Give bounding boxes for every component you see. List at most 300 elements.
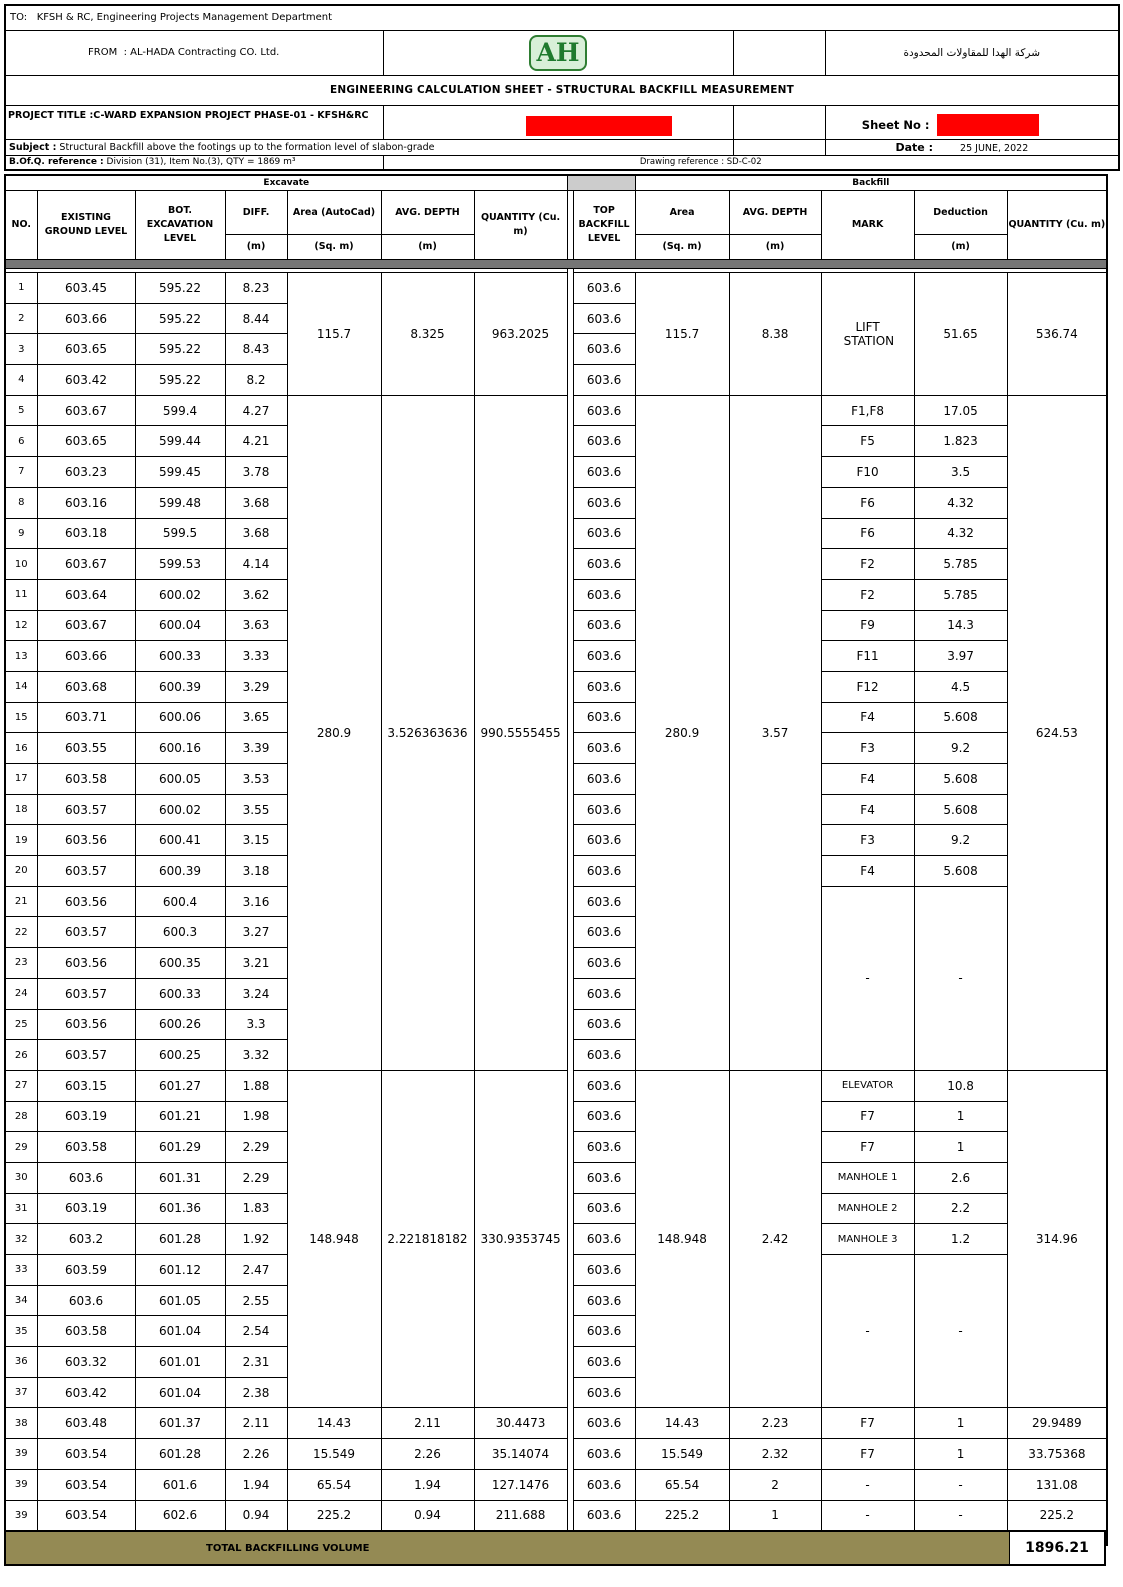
mark: F9 bbox=[821, 610, 914, 641]
level-difference: 3.68 bbox=[225, 518, 287, 549]
col-diff: DIFF. bbox=[225, 191, 287, 235]
mark: F5 bbox=[821, 426, 914, 457]
bottom-excavation-level: 599.5 bbox=[135, 518, 225, 549]
mark: F7 bbox=[821, 1132, 914, 1163]
mark: ELEVATOR bbox=[821, 1070, 914, 1101]
deduction: 14.3 bbox=[914, 610, 1007, 641]
row-number: 26 bbox=[5, 1040, 37, 1071]
row-number: 31 bbox=[5, 1193, 37, 1224]
redacted-cell bbox=[383, 105, 733, 139]
table-row bbox=[5, 273, 1107, 304]
backfill-quantity: 33.75368 bbox=[1007, 1439, 1107, 1470]
top-backfill-level: 603.6 bbox=[573, 457, 635, 488]
level-difference: 2.47 bbox=[225, 1255, 287, 1286]
mark: F3 bbox=[821, 733, 914, 764]
row-number: 3 bbox=[5, 334, 37, 365]
excavate-quantity: 963.2025 bbox=[474, 273, 567, 396]
excavate-area: 65.54 bbox=[287, 1469, 381, 1500]
top-backfill-level: 603.6 bbox=[573, 1162, 635, 1193]
level-difference: 3.21 bbox=[225, 948, 287, 979]
excavate-quantity: 35.14074 bbox=[474, 1439, 567, 1470]
level-difference: 2.55 bbox=[225, 1285, 287, 1316]
col-backfill-avg-depth-unit: (m) bbox=[729, 235, 821, 260]
level-difference: 3.65 bbox=[225, 702, 287, 733]
excavate-avg-depth: 3.526363636 bbox=[381, 395, 474, 1070]
backfill-quantity: 536.74 bbox=[1007, 273, 1107, 396]
top-backfill-level: 603.6 bbox=[573, 856, 635, 887]
top-backfill-level: 603.6 bbox=[573, 518, 635, 549]
existing-ground-level: 603.66 bbox=[37, 303, 135, 334]
mark: - bbox=[821, 1469, 914, 1500]
existing-ground-level: 603.6 bbox=[37, 1162, 135, 1193]
excavate-quantity: 990.5555455 bbox=[474, 395, 567, 1070]
bottom-excavation-level: 600.02 bbox=[135, 579, 225, 610]
row-number: 6 bbox=[5, 426, 37, 457]
row-number: 32 bbox=[5, 1224, 37, 1255]
row-number: 39 bbox=[5, 1500, 37, 1531]
mark: F2 bbox=[821, 579, 914, 610]
date-value: 25 JUNE, 2022 bbox=[960, 142, 1029, 154]
deduction: 4.5 bbox=[914, 671, 1007, 702]
top-backfill-level: 603.6 bbox=[573, 303, 635, 334]
row-number: 30 bbox=[5, 1162, 37, 1193]
row-number: 19 bbox=[5, 825, 37, 856]
existing-ground-level: 603.57 bbox=[37, 794, 135, 825]
top-backfill-level: 603.6 bbox=[573, 579, 635, 610]
mark: - bbox=[821, 886, 914, 1070]
logo-cell bbox=[383, 30, 733, 75]
row-number: 34 bbox=[5, 1285, 37, 1316]
total-value: 1896.21 bbox=[1010, 1532, 1104, 1564]
col-top-backfill-level: TOP BACKFILL LEVEL bbox=[573, 191, 635, 260]
top-backfill-level: 603.6 bbox=[573, 641, 635, 672]
deduction: 3.97 bbox=[914, 641, 1007, 672]
deduction: 1.823 bbox=[914, 426, 1007, 457]
company-logo: AH bbox=[529, 35, 587, 71]
level-difference: 2.26 bbox=[225, 1439, 287, 1470]
level-difference: 3.15 bbox=[225, 825, 287, 856]
existing-ground-level: 603.2 bbox=[37, 1224, 135, 1255]
existing-ground-level: 603.57 bbox=[37, 1040, 135, 1071]
existing-ground-level: 603.57 bbox=[37, 917, 135, 948]
backfill-avg-depth: 1 bbox=[729, 1500, 821, 1531]
to-value: KFSH & RC, Engineering Projects Management Department bbox=[36, 12, 333, 24]
top-backfill-level: 603.6 bbox=[573, 395, 635, 426]
top-backfill-level: 603.6 bbox=[573, 549, 635, 580]
backfill-avg-depth: 8.38 bbox=[729, 273, 821, 396]
excavate-area: 280.9 bbox=[287, 395, 381, 1070]
bottom-excavation-level: 595.22 bbox=[135, 365, 225, 396]
mark: MANHOLE 2 bbox=[821, 1193, 914, 1224]
row-number: 18 bbox=[5, 794, 37, 825]
level-difference: 2.31 bbox=[225, 1347, 287, 1378]
backfill-quantity: 131.08 bbox=[1007, 1469, 1107, 1500]
row-number: 12 bbox=[5, 610, 37, 641]
existing-ground-level: 603.56 bbox=[37, 886, 135, 917]
top-backfill-level: 603.6 bbox=[573, 1193, 635, 1224]
col-bottom-excavation-level: BOT. EXCAVATION LEVEL bbox=[135, 191, 225, 260]
col-avg-depth-unit: (m) bbox=[381, 235, 474, 260]
deduction: 17.05 bbox=[914, 395, 1007, 426]
deduction: 1 bbox=[914, 1132, 1007, 1163]
bofq-value: Division (31), Item No.(3), QTY = 1869 m³ bbox=[106, 157, 296, 168]
sheet-header bbox=[4, 4, 1120, 171]
existing-ground-level: 603.45 bbox=[37, 273, 135, 304]
bottom-excavation-level: 600.25 bbox=[135, 1040, 225, 1071]
subject-line bbox=[5, 139, 733, 155]
table-row bbox=[5, 1469, 1107, 1500]
top-backfill-level: 603.6 bbox=[573, 487, 635, 518]
bottom-excavation-level: 601.04 bbox=[135, 1316, 225, 1347]
row-number: 28 bbox=[5, 1101, 37, 1132]
existing-ground-level: 603.19 bbox=[37, 1101, 135, 1132]
existing-ground-level: 603.6 bbox=[37, 1285, 135, 1316]
level-difference: 3.39 bbox=[225, 733, 287, 764]
backfill-quantity: 29.9489 bbox=[1007, 1408, 1107, 1439]
bottom-excavation-level: 599.48 bbox=[135, 487, 225, 518]
table-row bbox=[5, 1070, 1107, 1101]
bottom-excavation-level: 600.02 bbox=[135, 794, 225, 825]
date-label: Date : bbox=[895, 140, 934, 154]
deduction: 5.608 bbox=[914, 794, 1007, 825]
top-backfill-level: 603.6 bbox=[573, 702, 635, 733]
top-backfill-level: 603.6 bbox=[573, 948, 635, 979]
excavate-quantity: 211.688 bbox=[474, 1500, 567, 1531]
level-difference: 3.53 bbox=[225, 764, 287, 795]
level-difference: 3.24 bbox=[225, 978, 287, 1009]
bottom-excavation-level: 599.53 bbox=[135, 549, 225, 580]
bottom-excavation-level: 601.27 bbox=[135, 1070, 225, 1101]
existing-ground-level: 603.57 bbox=[37, 978, 135, 1009]
mark: F7 bbox=[821, 1408, 914, 1439]
top-backfill-level: 603.6 bbox=[573, 1224, 635, 1255]
level-difference: 3.63 bbox=[225, 610, 287, 641]
top-backfill-level: 603.6 bbox=[573, 426, 635, 457]
deduction: 51.65 bbox=[914, 273, 1007, 396]
row-number: 10 bbox=[5, 549, 37, 580]
excavate-area: 225.2 bbox=[287, 1500, 381, 1531]
bottom-excavation-level: 595.22 bbox=[135, 273, 225, 304]
excavate-avg-depth: 0.94 bbox=[381, 1500, 474, 1531]
backfill-avg-depth: 2.32 bbox=[729, 1439, 821, 1470]
row-number: 29 bbox=[5, 1132, 37, 1163]
col-backfill-area: Area bbox=[635, 191, 729, 235]
table-row bbox=[5, 1500, 1107, 1531]
deduction: - bbox=[914, 1500, 1007, 1531]
row-number: 20 bbox=[5, 856, 37, 887]
level-difference: 1.94 bbox=[225, 1469, 287, 1500]
row-number: 33 bbox=[5, 1255, 37, 1286]
level-difference: 2.11 bbox=[225, 1408, 287, 1439]
level-difference: 1.83 bbox=[225, 1193, 287, 1224]
top-backfill-level: 603.6 bbox=[573, 1285, 635, 1316]
top-backfill-level: 603.6 bbox=[573, 1408, 635, 1439]
col-no: NO. bbox=[5, 191, 37, 260]
level-difference: 8.23 bbox=[225, 273, 287, 304]
level-difference: 3.3 bbox=[225, 1009, 287, 1040]
mark: - bbox=[821, 1500, 914, 1531]
bottom-excavation-level: 601.37 bbox=[135, 1408, 225, 1439]
top-backfill-level: 603.6 bbox=[573, 1009, 635, 1040]
existing-ground-level: 603.54 bbox=[37, 1469, 135, 1500]
level-difference: 3.62 bbox=[225, 579, 287, 610]
top-backfill-level: 603.6 bbox=[573, 334, 635, 365]
level-difference: 1.92 bbox=[225, 1224, 287, 1255]
to-line bbox=[5, 5, 1119, 30]
excavate-avg-depth: 2.26 bbox=[381, 1439, 474, 1470]
top-backfill-level: 603.6 bbox=[573, 1347, 635, 1378]
level-difference: 2.38 bbox=[225, 1377, 287, 1408]
row-number: 17 bbox=[5, 764, 37, 795]
date-cell bbox=[825, 139, 1119, 155]
empty-cell bbox=[733, 139, 825, 155]
row-number: 25 bbox=[5, 1009, 37, 1040]
excavate-quantity: 127.1476 bbox=[474, 1469, 567, 1500]
deduction: 5.785 bbox=[914, 549, 1007, 580]
sheet-no-redacted bbox=[937, 114, 1039, 136]
bottom-excavation-level: 601.12 bbox=[135, 1255, 225, 1286]
mark: F4 bbox=[821, 856, 914, 887]
backfill-quantity: 225.2 bbox=[1007, 1500, 1107, 1531]
total-label: TOTAL BACKFILLING VOLUME bbox=[6, 1532, 1010, 1564]
existing-ground-level: 603.54 bbox=[37, 1500, 135, 1531]
col-deduction-unit: (m) bbox=[914, 235, 1007, 260]
row-number: 22 bbox=[5, 917, 37, 948]
existing-ground-level: 603.65 bbox=[37, 426, 135, 457]
table-row bbox=[5, 395, 1107, 426]
deduction: 1 bbox=[914, 1101, 1007, 1132]
row-number: 16 bbox=[5, 733, 37, 764]
existing-ground-level: 603.32 bbox=[37, 1347, 135, 1378]
excavate-group-header: Excavate bbox=[5, 175, 567, 191]
row-number: 9 bbox=[5, 518, 37, 549]
existing-ground-level: 603.15 bbox=[37, 1070, 135, 1101]
deduction: 9.2 bbox=[914, 733, 1007, 764]
deduction: 5.608 bbox=[914, 702, 1007, 733]
empty-cell bbox=[733, 30, 825, 75]
existing-ground-level: 603.42 bbox=[37, 365, 135, 396]
col-backfill-area-unit: (Sq. m) bbox=[635, 235, 729, 260]
backfill-avg-depth: 2 bbox=[729, 1469, 821, 1500]
existing-ground-level: 603.42 bbox=[37, 1377, 135, 1408]
bottom-excavation-level: 600.06 bbox=[135, 702, 225, 733]
existing-ground-level: 603.19 bbox=[37, 1193, 135, 1224]
bottom-excavation-level: 600.4 bbox=[135, 886, 225, 917]
backfill-group-header: Backfill bbox=[635, 175, 1107, 191]
arabic-name: شركة الهدا للمقاولات المحدودة bbox=[825, 30, 1119, 75]
subject-value: Structural Backfill above the footings up to the formation level of slabon-grade bbox=[59, 141, 435, 153]
row-number: 24 bbox=[5, 978, 37, 1009]
existing-ground-level: 603.16 bbox=[37, 487, 135, 518]
drawing-reference: Drawing reference : SD-C-02 bbox=[383, 155, 1119, 170]
project-title: PROJECT TITLE :C-WARD EXPANSION PROJECT PHASE-01 - KFSH&RC bbox=[5, 105, 383, 139]
bottom-excavation-level: 601.01 bbox=[135, 1347, 225, 1378]
level-difference: 4.27 bbox=[225, 395, 287, 426]
row-number: 2 bbox=[5, 303, 37, 334]
row-number: 8 bbox=[5, 487, 37, 518]
row-number: 21 bbox=[5, 886, 37, 917]
excavate-quantity: 330.9353745 bbox=[474, 1070, 567, 1408]
top-backfill-level: 603.6 bbox=[573, 764, 635, 795]
deduction: 5.608 bbox=[914, 764, 1007, 795]
top-backfill-level: 603.6 bbox=[573, 1101, 635, 1132]
table-body bbox=[5, 273, 1107, 1531]
deduction: 2.2 bbox=[914, 1193, 1007, 1224]
row-number: 1 bbox=[5, 273, 37, 304]
row-number: 13 bbox=[5, 641, 37, 672]
deduction: 9.2 bbox=[914, 825, 1007, 856]
existing-ground-level: 603.67 bbox=[37, 395, 135, 426]
to-label: TO: bbox=[10, 12, 28, 24]
excavate-avg-depth: 2.11 bbox=[381, 1408, 474, 1439]
top-backfill-level: 603.6 bbox=[573, 1070, 635, 1101]
backfill-quantity: 624.53 bbox=[1007, 395, 1107, 1070]
level-difference: 1.88 bbox=[225, 1070, 287, 1101]
bottom-excavation-level: 601.04 bbox=[135, 1377, 225, 1408]
subject-label: Subject : bbox=[9, 141, 57, 153]
col-area-unit: (Sq. m) bbox=[287, 235, 381, 260]
level-difference: 8.44 bbox=[225, 303, 287, 334]
top-backfill-level: 603.6 bbox=[573, 1040, 635, 1071]
deduction: 4.32 bbox=[914, 487, 1007, 518]
row-number: 23 bbox=[5, 948, 37, 979]
top-backfill-level: 603.6 bbox=[573, 1439, 635, 1470]
mark: F7 bbox=[821, 1439, 914, 1470]
mark: F3 bbox=[821, 825, 914, 856]
mark: F4 bbox=[821, 794, 914, 825]
bottom-excavation-level: 600.33 bbox=[135, 978, 225, 1009]
bottom-excavation-level: 600.39 bbox=[135, 671, 225, 702]
deduction: 2.6 bbox=[914, 1162, 1007, 1193]
top-backfill-level: 603.6 bbox=[573, 1377, 635, 1408]
level-difference: 3.32 bbox=[225, 1040, 287, 1071]
deduction: - bbox=[914, 886, 1007, 1070]
existing-ground-level: 603.68 bbox=[37, 671, 135, 702]
row-number: 4 bbox=[5, 365, 37, 396]
row-number: 38 bbox=[5, 1408, 37, 1439]
level-difference: 4.21 bbox=[225, 426, 287, 457]
mark: F10 bbox=[821, 457, 914, 488]
bottom-excavation-level: 602.6 bbox=[135, 1500, 225, 1531]
col-avg-depth: AVG. DEPTH bbox=[381, 191, 474, 235]
bottom-excavation-level: 599.4 bbox=[135, 395, 225, 426]
mark: MANHOLE 1 bbox=[821, 1162, 914, 1193]
mark: F4 bbox=[821, 702, 914, 733]
bottom-excavation-level: 601.05 bbox=[135, 1285, 225, 1316]
backfill-quantity: 314.96 bbox=[1007, 1070, 1107, 1408]
row-number: 39 bbox=[5, 1439, 37, 1470]
excavate-avg-depth: 8.325 bbox=[381, 273, 474, 396]
empty-cell bbox=[733, 105, 825, 139]
existing-ground-level: 603.64 bbox=[37, 579, 135, 610]
top-backfill-level: 603.6 bbox=[573, 978, 635, 1009]
row-number: 35 bbox=[5, 1316, 37, 1347]
mark: LIFT STATION bbox=[821, 273, 914, 396]
top-backfill-level: 603.6 bbox=[573, 886, 635, 917]
col-backfill-quantity: QUANTITY (Cu. m) bbox=[1007, 191, 1107, 260]
level-difference: 3.27 bbox=[225, 917, 287, 948]
mark: F6 bbox=[821, 518, 914, 549]
sheet-title: ENGINEERING CALCULATION SHEET - STRUCTURAL BACKFILL MEASUREMENT bbox=[5, 75, 1119, 105]
top-backfill-level: 603.6 bbox=[573, 1500, 635, 1531]
existing-ground-level: 603.59 bbox=[37, 1255, 135, 1286]
mark: F11 bbox=[821, 641, 914, 672]
bottom-excavation-level: 599.44 bbox=[135, 426, 225, 457]
sheet-no-label: Sheet No : bbox=[861, 118, 930, 132]
total-row bbox=[4, 1530, 1106, 1566]
excavate-area: 15.549 bbox=[287, 1439, 381, 1470]
mark: F1,F8 bbox=[821, 395, 914, 426]
bottom-excavation-level: 600.04 bbox=[135, 610, 225, 641]
row-number: 27 bbox=[5, 1070, 37, 1101]
existing-ground-level: 603.55 bbox=[37, 733, 135, 764]
from-value: : AL-HADA Contracting CO. Ltd. bbox=[123, 47, 280, 58]
backfill-avg-depth: 3.57 bbox=[729, 395, 821, 1070]
table-row bbox=[5, 1408, 1107, 1439]
top-backfill-level: 603.6 bbox=[573, 1255, 635, 1286]
existing-ground-level: 603.67 bbox=[37, 610, 135, 641]
deduction: 10.8 bbox=[914, 1070, 1007, 1101]
excavate-quantity: 30.4473 bbox=[474, 1408, 567, 1439]
mark: F2 bbox=[821, 549, 914, 580]
deduction: 1 bbox=[914, 1408, 1007, 1439]
deduction: 3.5 bbox=[914, 457, 1007, 488]
level-difference: 3.16 bbox=[225, 886, 287, 917]
bottom-excavation-level: 601.28 bbox=[135, 1439, 225, 1470]
header-divider-band bbox=[5, 260, 1107, 269]
row-number: 7 bbox=[5, 457, 37, 488]
deduction: 5.608 bbox=[914, 856, 1007, 887]
level-difference: 3.68 bbox=[225, 487, 287, 518]
level-difference: 2.29 bbox=[225, 1162, 287, 1193]
top-backfill-level: 603.6 bbox=[573, 1132, 635, 1163]
level-difference: 3.55 bbox=[225, 794, 287, 825]
redacted-box bbox=[526, 116, 672, 136]
top-backfill-level: 603.6 bbox=[573, 365, 635, 396]
bofq-line bbox=[5, 155, 383, 170]
top-backfill-level: 603.6 bbox=[573, 794, 635, 825]
bottom-excavation-level: 599.45 bbox=[135, 457, 225, 488]
level-difference: 3.33 bbox=[225, 641, 287, 672]
mark: MANHOLE 3 bbox=[821, 1224, 914, 1255]
backfill-area: 148.948 bbox=[635, 1070, 729, 1408]
top-backfill-level: 603.6 bbox=[573, 917, 635, 948]
row-number: 36 bbox=[5, 1347, 37, 1378]
bottom-excavation-level: 595.22 bbox=[135, 303, 225, 334]
existing-ground-level: 603.58 bbox=[37, 1316, 135, 1347]
existing-ground-level: 603.58 bbox=[37, 764, 135, 795]
top-backfill-level: 603.6 bbox=[573, 610, 635, 641]
level-difference: 1.98 bbox=[225, 1101, 287, 1132]
mark: - bbox=[821, 1255, 914, 1408]
excavate-avg-depth: 2.221818182 bbox=[381, 1070, 474, 1408]
row-number: 5 bbox=[5, 395, 37, 426]
level-difference: 3.18 bbox=[225, 856, 287, 887]
row-number: 14 bbox=[5, 671, 37, 702]
group-separator bbox=[567, 175, 635, 191]
mark: F12 bbox=[821, 671, 914, 702]
level-difference: 4.14 bbox=[225, 549, 287, 580]
top-backfill-level: 603.6 bbox=[573, 733, 635, 764]
level-difference: 2.54 bbox=[225, 1316, 287, 1347]
row-number: 37 bbox=[5, 1377, 37, 1408]
level-difference: 0.94 bbox=[225, 1500, 287, 1531]
existing-ground-level: 603.56 bbox=[37, 1009, 135, 1040]
bottom-excavation-level: 601.36 bbox=[135, 1193, 225, 1224]
col-deduction: Deduction bbox=[914, 191, 1007, 235]
backfill-area: 15.549 bbox=[635, 1439, 729, 1470]
level-difference: 8.43 bbox=[225, 334, 287, 365]
